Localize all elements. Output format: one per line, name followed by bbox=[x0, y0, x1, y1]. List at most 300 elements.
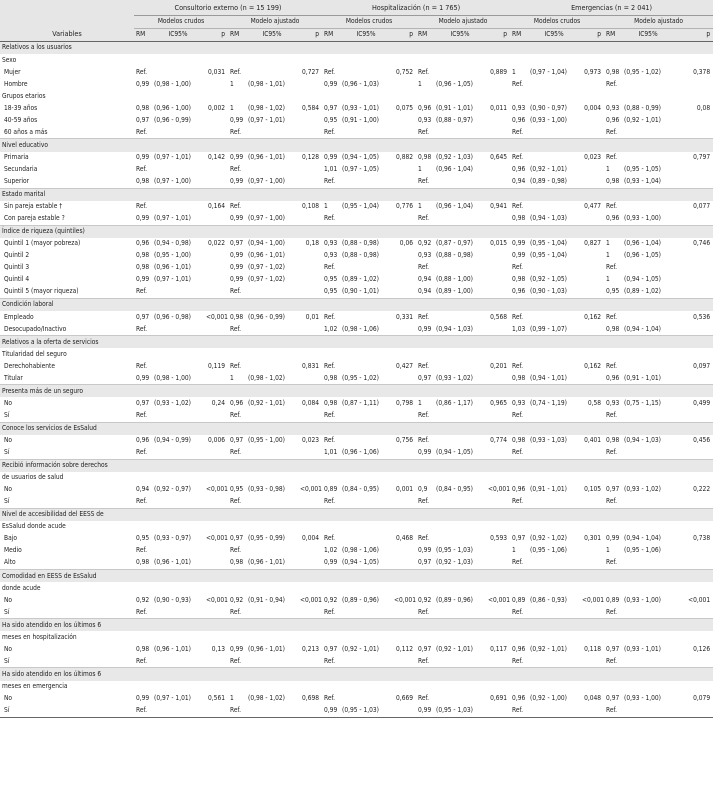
section-heading: Nivel de accesibilidad del EESS de bbox=[0, 508, 713, 521]
column-header-p: p bbox=[298, 29, 322, 42]
cell-p: 0,004 bbox=[580, 102, 604, 114]
cell-ic95: (0,95 - 1,04) bbox=[340, 201, 392, 213]
cell-p: <0,001 bbox=[392, 594, 416, 606]
cell-ic95: (0,88 - 0,98) bbox=[340, 238, 392, 250]
cell-rm: Ref. bbox=[134, 496, 152, 509]
cell-p: 0,58 bbox=[580, 397, 604, 409]
table-row bbox=[0, 102, 713, 114]
cell-p bbox=[486, 496, 510, 509]
table-row bbox=[0, 410, 713, 423]
cell-ic95: (0,94 - 1,04) bbox=[622, 533, 674, 545]
cell-ic95: (0,89 - 1,02) bbox=[622, 286, 674, 299]
cell-p bbox=[204, 372, 228, 385]
cell-ic95: (0,94 - 0,99) bbox=[152, 435, 204, 447]
cell-p: 0,18 bbox=[298, 238, 322, 250]
cell-rm: 0,96 bbox=[134, 435, 152, 447]
cell-rm: 0,99 bbox=[228, 262, 246, 274]
subheading-row bbox=[0, 90, 713, 102]
cell-p: 0,213 bbox=[298, 643, 322, 655]
cell-p bbox=[674, 176, 713, 189]
cell-p: 0,079 bbox=[674, 693, 713, 705]
model-header-adjusted: Modelo ajustado bbox=[228, 16, 322, 29]
group-header-consultorio: Consultorio externo (n = 15 199) bbox=[134, 0, 322, 16]
cell-rm: Ref. bbox=[134, 323, 152, 336]
cell-p bbox=[204, 323, 228, 336]
cell-rm: 0,99 bbox=[228, 152, 246, 164]
column-header-ic95: IC95% bbox=[528, 29, 580, 42]
cell-ic95: (0,87 - 1,11) bbox=[340, 397, 392, 409]
subheading-row bbox=[0, 681, 713, 693]
cell-rm: Ref. bbox=[510, 360, 528, 372]
cell-p: 0,427 bbox=[392, 360, 416, 372]
cell-ic95: (0,98 - 1,00) bbox=[152, 372, 204, 385]
cell-rm: 1 bbox=[416, 397, 434, 409]
section-heading: Estado marital bbox=[0, 188, 713, 201]
cell-ic95: (0,97 - 1,02) bbox=[246, 274, 298, 286]
cell-rm: 0,98 bbox=[228, 557, 246, 570]
cell-rm: Ref. bbox=[228, 496, 246, 509]
cell-rm: Ref. bbox=[510, 496, 528, 509]
cell-p bbox=[580, 705, 604, 718]
cell-p bbox=[580, 78, 604, 90]
cell-ic95 bbox=[152, 360, 204, 372]
cell-p: 0,031 bbox=[204, 66, 228, 78]
cell-ic95: (0,90 - 1,03) bbox=[528, 286, 580, 299]
cell-rm: 1 bbox=[322, 201, 340, 213]
cell-rm: Ref. bbox=[228, 447, 246, 460]
section-heading-row bbox=[0, 336, 713, 349]
cell-ic95: (0,93 - 1,00) bbox=[622, 594, 674, 606]
cell-ic95: (0,95 - 1,02) bbox=[622, 66, 674, 78]
row-label: Sí bbox=[0, 410, 134, 423]
row-label: No bbox=[0, 484, 134, 496]
row-label: Primaria bbox=[0, 152, 134, 164]
cell-ic95: (0,97 - 1,01) bbox=[246, 114, 298, 126]
column-header-p: p bbox=[486, 29, 510, 42]
cell-ic95 bbox=[340, 311, 392, 323]
cell-p: <0,001 bbox=[674, 594, 713, 606]
cell-rm: 0,99 bbox=[604, 533, 622, 545]
cell-p bbox=[674, 213, 713, 226]
cell-ic95 bbox=[528, 201, 580, 213]
cell-p bbox=[204, 606, 228, 619]
cell-rm: Ref. bbox=[134, 164, 152, 176]
row-label: Secundaria bbox=[0, 164, 134, 176]
cell-p bbox=[298, 262, 322, 274]
cell-rm: Ref. bbox=[416, 410, 434, 423]
cell-p: 0,108 bbox=[298, 201, 322, 213]
row-label: Quintil 4 bbox=[0, 274, 134, 286]
cell-ic95: (0,97 - 1,01) bbox=[152, 693, 204, 705]
cell-p: 0,006 bbox=[204, 435, 228, 447]
cell-p bbox=[580, 655, 604, 668]
cell-rm: 0,93 bbox=[322, 238, 340, 250]
cell-p: 0,756 bbox=[392, 435, 416, 447]
cell-ic95 bbox=[152, 545, 204, 557]
cell-ic95 bbox=[246, 447, 298, 460]
cell-p: 0,162 bbox=[580, 360, 604, 372]
cell-ic95: (0,94 - 1,05) bbox=[622, 274, 674, 286]
cell-p bbox=[580, 213, 604, 226]
cell-p bbox=[674, 705, 713, 718]
row-label: 18-39 años bbox=[0, 102, 134, 114]
table-row bbox=[0, 201, 713, 213]
cell-rm: 1 bbox=[604, 250, 622, 262]
cell-rm: 1 bbox=[416, 78, 434, 90]
cell-rm: 0,98 bbox=[510, 435, 528, 447]
cell-rm: 0,98 bbox=[510, 372, 528, 385]
cell-p bbox=[392, 164, 416, 176]
cell-rm: Ref. bbox=[322, 176, 340, 189]
section-heading-row bbox=[0, 570, 713, 583]
subheading-row bbox=[0, 472, 713, 484]
cell-ic95: (0,97 - 1,00) bbox=[246, 176, 298, 189]
cell-ic95: (0,75 - 1,15) bbox=[622, 397, 674, 409]
cell-ic95: (0,89 - 0,96) bbox=[340, 594, 392, 606]
cell-p bbox=[298, 323, 322, 336]
cell-ic95 bbox=[528, 126, 580, 139]
cell-ic95: (0,87 - 0,97) bbox=[434, 238, 486, 250]
cell-p: 0,24 bbox=[204, 397, 228, 409]
cell-p: 0,142 bbox=[204, 152, 228, 164]
cell-p bbox=[392, 286, 416, 299]
cell-p bbox=[204, 545, 228, 557]
cell-p bbox=[392, 262, 416, 274]
cell-p bbox=[298, 655, 322, 668]
cell-p: 0,023 bbox=[298, 435, 322, 447]
cell-p: 0,797 bbox=[674, 152, 713, 164]
cell-ic95: (0,89 - 0,98) bbox=[528, 176, 580, 189]
cell-ic95: (0,96 - 1,01) bbox=[246, 250, 298, 262]
cell-rm: Ref. bbox=[604, 410, 622, 423]
cell-ic95 bbox=[340, 655, 392, 668]
cell-ic95: (0,92 - 1,02) bbox=[528, 533, 580, 545]
cell-p bbox=[580, 114, 604, 126]
cell-rm: Ref. bbox=[510, 655, 528, 668]
cell-rm: 0,98 bbox=[134, 262, 152, 274]
cell-ic95: (0,95 - 1,04) bbox=[528, 238, 580, 250]
cell-ic95 bbox=[622, 201, 674, 213]
table-row bbox=[0, 323, 713, 336]
column-header-rm: RM bbox=[416, 29, 434, 42]
cell-ic95 bbox=[152, 286, 204, 299]
cell-rm: Ref. bbox=[134, 126, 152, 139]
cell-ic95: (0,84 - 0,95) bbox=[434, 484, 486, 496]
cell-ic95 bbox=[528, 410, 580, 423]
cell-ic95: (0,92 - 0,97) bbox=[152, 484, 204, 496]
cell-ic95: (0,97 - 1,00) bbox=[246, 213, 298, 226]
cell-rm: Ref. bbox=[416, 496, 434, 509]
cell-rm: Ref. bbox=[228, 655, 246, 668]
cell-rm: Ref. bbox=[228, 410, 246, 423]
cell-rm: Ref. bbox=[604, 705, 622, 718]
cell-p: 0,727 bbox=[298, 66, 322, 78]
row-label: Superior bbox=[0, 176, 134, 189]
cell-p: <0,001 bbox=[298, 594, 322, 606]
cell-ic95: (0,93 - 1,00) bbox=[622, 693, 674, 705]
cell-rm: Ref. bbox=[134, 545, 152, 557]
column-header-p: p bbox=[580, 29, 604, 42]
cell-p: 0,022 bbox=[204, 238, 228, 250]
subheading: EsSalud donde acude bbox=[0, 521, 713, 533]
cell-rm: 1,03 bbox=[510, 323, 528, 336]
cell-p bbox=[486, 606, 510, 619]
cell-rm: Ref. bbox=[604, 152, 622, 164]
cell-ic95 bbox=[340, 496, 392, 509]
cell-ic95 bbox=[434, 262, 486, 274]
row-label: Sí bbox=[0, 447, 134, 460]
cell-ic95 bbox=[152, 410, 204, 423]
section-heading: Conoce los servicios de EsSalud bbox=[0, 422, 713, 435]
cell-ic95: (0,92 - 1,01) bbox=[528, 643, 580, 655]
cell-rm: 0,9 bbox=[416, 484, 434, 496]
cell-ic95: (0,92 - 1,00) bbox=[528, 693, 580, 705]
cell-p bbox=[674, 286, 713, 299]
section-heading: Relativos a la oferta de servicios bbox=[0, 336, 713, 349]
cell-rm: 0,97 bbox=[416, 372, 434, 385]
cell-rm: Ref. bbox=[228, 705, 246, 718]
cell-p bbox=[674, 323, 713, 336]
cell-p: 0,084 bbox=[298, 397, 322, 409]
cell-rm: Ref. bbox=[322, 410, 340, 423]
cell-rm: Ref. bbox=[228, 201, 246, 213]
cell-rm: 0,99 bbox=[228, 213, 246, 226]
cell-ic95 bbox=[246, 410, 298, 423]
cell-ic95: (0,98 - 1,00) bbox=[152, 78, 204, 90]
row-label: Alto bbox=[0, 557, 134, 570]
cell-rm: 1,01 bbox=[322, 447, 340, 460]
cell-rm: Ref. bbox=[416, 360, 434, 372]
row-label: Mujer bbox=[0, 66, 134, 78]
cell-p bbox=[580, 262, 604, 274]
cell-ic95 bbox=[528, 655, 580, 668]
cell-rm: 0,99 bbox=[228, 176, 246, 189]
cell-rm: 0,98 bbox=[604, 435, 622, 447]
cell-rm: Ref. bbox=[416, 176, 434, 189]
cell-p bbox=[486, 126, 510, 139]
cell-p bbox=[204, 557, 228, 570]
cell-p bbox=[298, 213, 322, 226]
cell-rm: Ref. bbox=[134, 410, 152, 423]
cell-ic95: (0,98 - 1,02) bbox=[246, 693, 298, 705]
cell-ic95 bbox=[340, 533, 392, 545]
cell-ic95: (0,93 - 0,98) bbox=[246, 484, 298, 496]
section-heading: Condición laboral bbox=[0, 299, 713, 312]
cell-p bbox=[674, 250, 713, 262]
cell-p bbox=[392, 323, 416, 336]
table-row bbox=[0, 447, 713, 460]
cell-rm: 0,97 bbox=[228, 238, 246, 250]
cell-p: 0,378 bbox=[674, 66, 713, 78]
cell-ic95 bbox=[152, 164, 204, 176]
subheading-row bbox=[0, 348, 713, 360]
cell-rm: 0,92 bbox=[416, 238, 434, 250]
cell-p bbox=[580, 164, 604, 176]
cell-p: 0,746 bbox=[674, 238, 713, 250]
cell-p bbox=[204, 78, 228, 90]
cell-rm: Ref. bbox=[416, 533, 434, 545]
section-heading: Índice de riqueza (quintiles) bbox=[0, 225, 713, 238]
cell-ic95: (0,93 - 1,00) bbox=[528, 114, 580, 126]
cell-rm: Ref. bbox=[604, 262, 622, 274]
row-label: No bbox=[0, 594, 134, 606]
table-row bbox=[0, 311, 713, 323]
cell-rm: Ref. bbox=[510, 126, 528, 139]
row-label: No bbox=[0, 435, 134, 447]
cell-ic95: (0,92 - 1,01) bbox=[434, 643, 486, 655]
cell-rm: 0,93 bbox=[416, 114, 434, 126]
cell-p: 0,477 bbox=[580, 201, 604, 213]
cell-ic95 bbox=[528, 606, 580, 619]
section-heading: Nivel educativo bbox=[0, 139, 713, 152]
cell-rm: 0,99 bbox=[134, 693, 152, 705]
cell-rm: 0,98 bbox=[604, 176, 622, 189]
cell-p: <0,001 bbox=[298, 484, 322, 496]
cell-rm: 0,89 bbox=[510, 594, 528, 606]
cell-p bbox=[580, 126, 604, 139]
subheading-row bbox=[0, 54, 713, 66]
cell-ic95 bbox=[528, 152, 580, 164]
model-header-crude: Modelos crudos bbox=[134, 16, 228, 29]
table-row bbox=[0, 545, 713, 557]
cell-ic95 bbox=[622, 655, 674, 668]
cell-rm: Ref. bbox=[134, 66, 152, 78]
cell-rm: 0,97 bbox=[228, 435, 246, 447]
cell-p bbox=[486, 78, 510, 90]
cell-p bbox=[580, 447, 604, 460]
cell-p: <0,001 bbox=[204, 594, 228, 606]
cell-p bbox=[486, 545, 510, 557]
cell-rm: 0,99 bbox=[134, 372, 152, 385]
cell-ic95 bbox=[622, 496, 674, 509]
cell-p: 0,077 bbox=[674, 201, 713, 213]
cell-ic95 bbox=[340, 435, 392, 447]
table-row bbox=[0, 274, 713, 286]
cell-p bbox=[674, 78, 713, 90]
cell-rm: 0,97 bbox=[134, 114, 152, 126]
table-row bbox=[0, 372, 713, 385]
cell-ic95 bbox=[622, 262, 674, 274]
cell-ic95: (0,91 - 0,94) bbox=[246, 594, 298, 606]
cell-ic95: (0,96 - 1,00) bbox=[152, 102, 204, 114]
cell-p bbox=[298, 545, 322, 557]
row-label: No bbox=[0, 693, 134, 705]
row-label: Derechohabiente bbox=[0, 360, 134, 372]
table-row bbox=[0, 643, 713, 655]
cell-ic95: (0,90 - 0,93) bbox=[152, 594, 204, 606]
subheading: meses en hospitalización bbox=[0, 631, 713, 643]
cell-p: 0,593 bbox=[486, 533, 510, 545]
cell-p: 0,117 bbox=[486, 643, 510, 655]
cell-p bbox=[392, 213, 416, 226]
cell-rm: 0,98 bbox=[228, 311, 246, 323]
cell-ic95 bbox=[246, 606, 298, 619]
cell-ic95: (0,93 - 1,00) bbox=[622, 213, 674, 226]
cell-p: 0,941 bbox=[486, 201, 510, 213]
cell-ic95: (0,91 - 1,00) bbox=[340, 114, 392, 126]
column-header-ic95: IC95% bbox=[434, 29, 486, 42]
cell-rm: Ref. bbox=[322, 126, 340, 139]
cell-ic95: (0,88 - 0,99) bbox=[622, 102, 674, 114]
cell-p: 0,222 bbox=[674, 484, 713, 496]
cell-ic95: (0,92 - 1,01) bbox=[340, 643, 392, 655]
cell-p: 0,023 bbox=[580, 152, 604, 164]
cell-ic95 bbox=[246, 545, 298, 557]
cell-p bbox=[392, 606, 416, 619]
cell-ic95: (0,98 - 1,06) bbox=[340, 323, 392, 336]
section-heading: Presenta más de un seguro bbox=[0, 385, 713, 398]
cell-p bbox=[486, 274, 510, 286]
cell-rm: 0,99 bbox=[416, 323, 434, 336]
row-label: No bbox=[0, 643, 134, 655]
cell-rm: Ref. bbox=[228, 286, 246, 299]
cell-rm: Ref. bbox=[228, 360, 246, 372]
cell-p: 0,105 bbox=[580, 484, 604, 496]
section-heading-row bbox=[0, 139, 713, 152]
cell-ic95 bbox=[528, 78, 580, 90]
cell-ic95: (0,89 - 0,96) bbox=[434, 594, 486, 606]
cell-p: 0,011 bbox=[486, 102, 510, 114]
cell-p bbox=[392, 410, 416, 423]
cell-ic95: (0,95 - 1,03) bbox=[340, 705, 392, 718]
cell-ic95: (0,96 - 1,05) bbox=[622, 250, 674, 262]
group-header-emergencias: Emergencias (n = 2 041) bbox=[510, 0, 713, 16]
cell-ic95: (0,93 - 1,04) bbox=[622, 176, 674, 189]
cell-p: 0,776 bbox=[392, 201, 416, 213]
cell-ic95 bbox=[622, 447, 674, 460]
cell-p bbox=[674, 410, 713, 423]
subheading: donde acude bbox=[0, 582, 713, 594]
table-row bbox=[0, 238, 713, 250]
cell-p: 0,201 bbox=[486, 360, 510, 372]
cell-p: 0,973 bbox=[580, 66, 604, 78]
cell-ic95 bbox=[246, 66, 298, 78]
cell-ic95 bbox=[434, 606, 486, 619]
cell-ic95: (0,94 - 1,05) bbox=[340, 152, 392, 164]
cell-ic95 bbox=[152, 66, 204, 78]
cell-p bbox=[392, 557, 416, 570]
cell-p bbox=[298, 557, 322, 570]
subheading: de usuarios de salud bbox=[0, 472, 713, 484]
cell-ic95: (0,96 - 1,01) bbox=[152, 557, 204, 570]
cell-p: 0,499 bbox=[674, 397, 713, 409]
cell-rm: Ref. bbox=[416, 126, 434, 139]
cell-ic95: (0,95 - 1,05) bbox=[622, 164, 674, 176]
row-label: Bajo bbox=[0, 533, 134, 545]
cell-rm: 0,94 bbox=[416, 274, 434, 286]
cell-rm: Ref. bbox=[134, 705, 152, 718]
cell-rm: 0,98 bbox=[510, 274, 528, 286]
cell-rm: 0,97 bbox=[416, 643, 434, 655]
cell-rm: 0,99 bbox=[134, 152, 152, 164]
cell-ic95 bbox=[152, 655, 204, 668]
column-header-rm: RM bbox=[134, 29, 152, 42]
cell-p: 0,015 bbox=[486, 238, 510, 250]
table-row bbox=[0, 705, 713, 718]
cell-p bbox=[486, 655, 510, 668]
cell-rm: Ref. bbox=[322, 606, 340, 619]
cell-ic95: (0,94 - 1,03) bbox=[434, 323, 486, 336]
cell-p: 0,075 bbox=[392, 102, 416, 114]
cell-ic95 bbox=[622, 311, 674, 323]
cell-p bbox=[298, 164, 322, 176]
section-heading-row bbox=[0, 668, 713, 681]
cell-ic95 bbox=[340, 126, 392, 139]
cell-ic95 bbox=[434, 410, 486, 423]
cell-p: 0,048 bbox=[580, 693, 604, 705]
subheading: meses en emergencia bbox=[0, 681, 713, 693]
cell-p bbox=[486, 213, 510, 226]
